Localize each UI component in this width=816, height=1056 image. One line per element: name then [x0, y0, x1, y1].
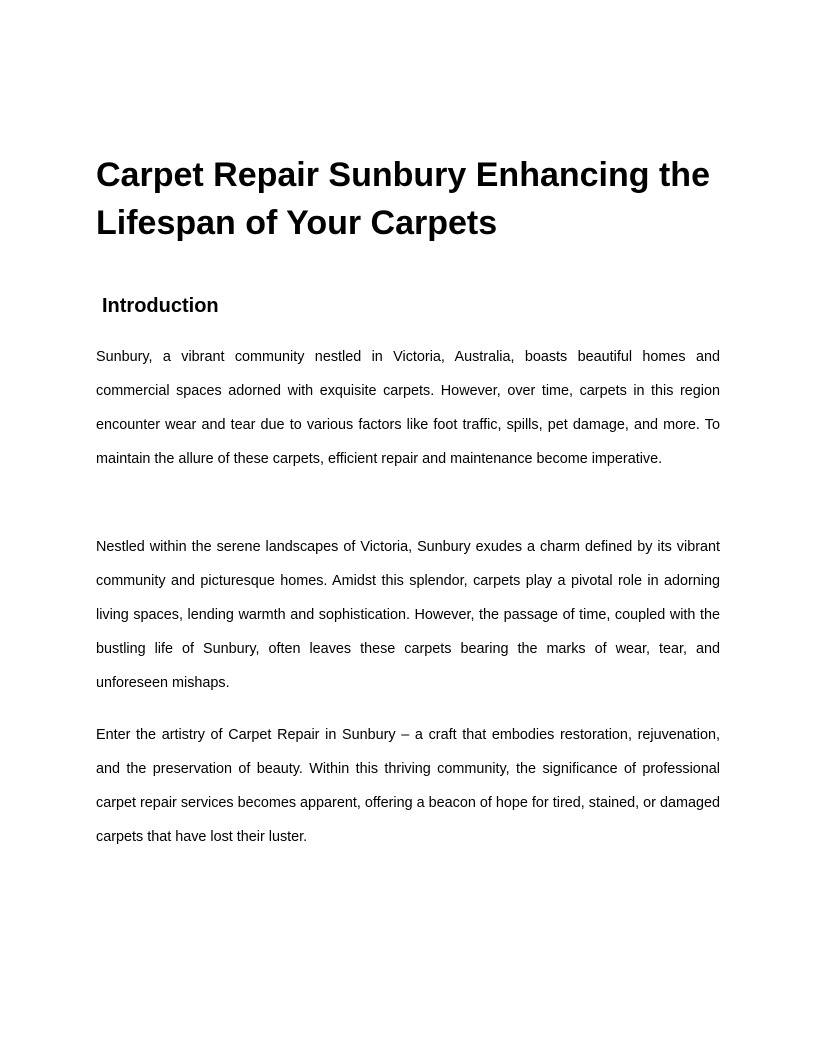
page-title: Carpet Repair Sunbury Enhancing the Lifespan of Your Carpets: [96, 156, 710, 242]
section-heading-introduction: Introduction: [102, 295, 219, 317]
paragraph: Sunbury, a vibrant community nestled in Victoria, Australia, boasts beautiful homes and commercial spaces adorned with exquisite carpets. However, over time, carpets in this region encounter wear and tear due to various factors like foot traffic, spills, pet damage, and more. To maintain the allure of these carpets, efficient repair and maintenance become imperative.: [96, 349, 720, 467]
paragraph: Nestled within the serene landscapes of Victoria, Sunbury exudes a charm defined by its vibrant community and picturesque homes. Amidst this splendor, carpets play a pivotal role in adorning living spaces, lending warmth and sophistication. However, the passage of time, coupled with the bustling life of Sunbury, often leaves these carpets bearing the marks of wear, tear, and unforeseen mishaps.: [96, 539, 720, 691]
paragraph: Enter the artistry of Carpet Repair in Sunbury – a craft that embodies restoration, rejuvenation, and the preservation of beauty. Within this thriving community, the significance of professional carpet repair services becomes apparent, offering a beacon of hope for tired, stained, or damaged carpets that have lost their luster.: [96, 727, 720, 845]
